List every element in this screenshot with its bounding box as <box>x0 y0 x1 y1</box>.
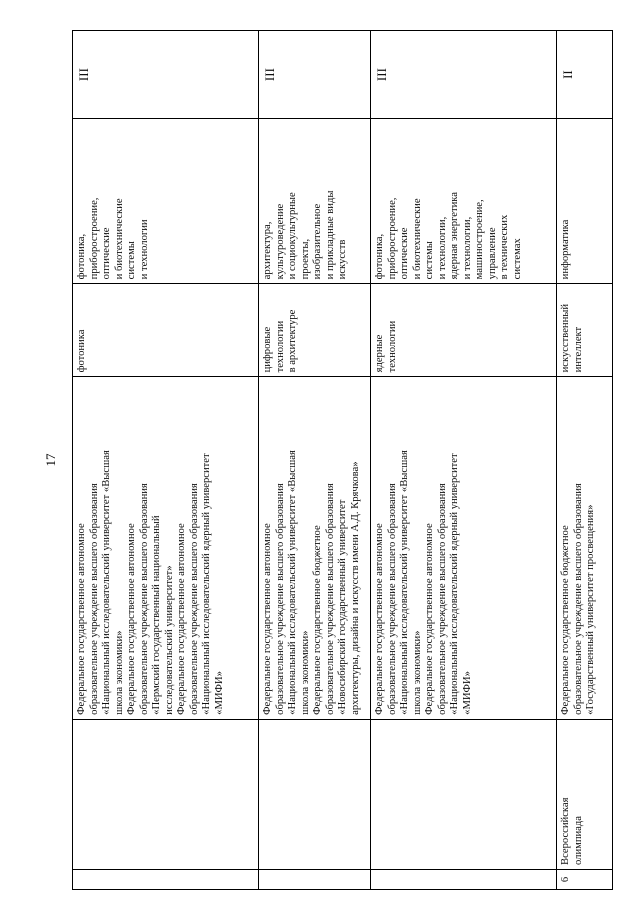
profile-cell-line: искусственный <box>560 303 571 373</box>
subjects-cell-line: проекты, <box>299 238 311 280</box>
subjects-cell-line: системы <box>424 241 435 280</box>
organizations-cell-line: образовательное учреждение высшего образования <box>436 483 448 715</box>
table-row <box>259 31 371 890</box>
organizations-cell-line: «Национальный исследовательский университет «Высшая <box>287 450 298 715</box>
subjects-cell <box>371 119 557 284</box>
profile-cell <box>259 284 371 377</box>
organizations-cell-line: архитектуры, дизайна и искусств имени А.Д. Крячкова» <box>349 461 361 715</box>
subjects-cell-line: машиностроение, <box>474 199 485 280</box>
organizations-cell-line: «МИФИ» <box>461 671 473 715</box>
organizations-cell-line: «МИФИ» <box>213 671 225 715</box>
profile-cell-line: в архитектуре <box>287 309 298 373</box>
profile-cell-line: интеллект <box>572 326 584 373</box>
organizations-cell-line: Федеральное государственное автономное <box>76 523 87 715</box>
olympiad-name-cell-line: Всероссийская <box>560 797 571 865</box>
organizations-cell-line: школа экономики» <box>411 630 423 715</box>
profile-cell-line: цифровые <box>262 326 273 373</box>
organizations-cell-line: образовательное учреждение высшего образования <box>88 483 100 715</box>
profile-cell-line: фотоника <box>76 329 87 373</box>
table-body <box>73 31 613 890</box>
subjects-cell-line: оптические <box>399 227 410 280</box>
subjects-cell-line: управление <box>486 227 498 280</box>
subjects-cell <box>73 119 259 284</box>
olympiad-name-cell <box>371 719 557 869</box>
table-row <box>73 31 259 890</box>
subjects-cell-line: фотоника, <box>76 233 87 280</box>
organizations-cell <box>73 377 259 719</box>
organizations-cell-line: образовательное учреждение высшего образования <box>324 483 336 715</box>
level-cell: II <box>557 31 613 119</box>
organizations-cell-line: «Государственный университет просвещения» <box>585 504 596 715</box>
organizations-cell-line: «Национальный исследовательский университет «Высшая <box>399 450 410 715</box>
subjects-cell-line: приборостроение, <box>386 197 398 280</box>
organizations-cell-line: Федеральное государственное автономное <box>176 523 187 715</box>
row-number-cell <box>259 869 371 889</box>
subjects-cell-line: системах <box>511 238 523 280</box>
subjects-cell-line: и биотехнические <box>411 198 423 280</box>
row-number-cell <box>371 869 557 889</box>
subjects-cell-line: и технологии <box>138 219 150 280</box>
table-row <box>557 31 613 890</box>
level-cell: III <box>259 31 371 119</box>
organizations-cell-line: Федеральное государственное бюджетное <box>312 525 323 715</box>
row-number-cell: 6 <box>557 869 613 889</box>
profile-cell-line: технологии <box>386 320 398 373</box>
olympiad-name-cell <box>73 719 259 869</box>
organizations-cell-line: «Национальный исследовательский университет «Высшая <box>101 450 112 715</box>
organizations-cell-line: школа экономики» <box>113 630 125 715</box>
olympiad-name-cell <box>259 719 371 869</box>
subjects-cell <box>259 119 371 284</box>
organizations-cell-line: образовательное учреждение высшего образования <box>138 483 150 715</box>
page-number: 17 <box>43 453 58 467</box>
subjects-cell-line: архитектура, <box>262 221 273 280</box>
subjects-cell <box>557 119 613 284</box>
organizations-cell-line: «Новосибирский государственный университет <box>337 499 348 715</box>
profile-cell <box>557 284 613 377</box>
subjects-cell-line: и прикладные виды <box>324 190 336 280</box>
organizations-cell-line: «Национальный исследовательский ядерный университет <box>449 453 460 715</box>
table-rotation-wrapper <box>72 30 612 890</box>
subjects-cell-line: приборостроение, <box>88 197 100 280</box>
subjects-cell-line: и биотехнические <box>113 198 125 280</box>
organizations-cell <box>557 377 613 719</box>
profile-cell <box>73 284 259 377</box>
subjects-cell-line: ядерная энергетика <box>449 192 460 280</box>
subjects-cell-line: изобразительное <box>312 203 323 280</box>
organizations-cell-line: Федеральное государственное автономное <box>126 523 137 715</box>
subjects-cell-line: системы <box>126 241 137 280</box>
olympiad-name-cell <box>557 719 613 869</box>
olympiad-name-cell-line: олимпиада <box>572 816 584 865</box>
olympiad-table <box>72 30 613 890</box>
organizations-cell-line: образовательное учреждение высшего образования <box>274 483 286 715</box>
organizations-cell-line: школа экономики» <box>299 630 311 715</box>
organizations-cell-line: Федеральное государственное автономное <box>424 523 435 715</box>
organizations-cell-line: образовательное учреждение высшего образования <box>188 483 200 715</box>
level-cell: III <box>73 31 259 119</box>
table-row <box>371 31 557 890</box>
profile-cell <box>371 284 557 377</box>
organizations-cell-line: «Национальный исследовательский ядерный университет <box>201 453 212 715</box>
subjects-cell-line: искусств <box>337 239 348 280</box>
subjects-cell-line: в технических <box>499 214 510 280</box>
organizations-cell-line: образовательное учреждение высшего образования <box>572 483 584 715</box>
subjects-cell-line: фотоника, <box>374 233 385 280</box>
subjects-cell-line: информатика <box>560 219 571 280</box>
organizations-cell-line: Федеральное государственное бюджетное <box>560 525 571 715</box>
level-cell: III <box>371 31 557 119</box>
subjects-cell-line: культуроведение <box>274 203 286 280</box>
subjects-cell-line: оптические <box>101 227 112 280</box>
organizations-cell-line: Федеральное государственное автономное <box>374 523 385 715</box>
organizations-cell <box>371 377 557 719</box>
subjects-cell-line: и технологии, <box>436 216 448 280</box>
profile-cell-line: ядерные <box>374 334 385 373</box>
row-number-cell <box>73 869 259 889</box>
subjects-cell-line: и технологии, <box>461 216 473 280</box>
profile-cell-line: технологии <box>274 320 286 373</box>
organizations-cell <box>259 377 371 719</box>
organizations-cell-line: образовательное учреждение высшего образования <box>386 483 398 715</box>
organizations-cell-line: исследовательский университет» <box>163 565 175 715</box>
organizations-cell-line: «Пермский государственный национальный <box>151 515 162 715</box>
subjects-cell-line: и социокультурные <box>287 192 298 280</box>
organizations-cell-line: Федеральное государственное автономное <box>262 523 273 715</box>
